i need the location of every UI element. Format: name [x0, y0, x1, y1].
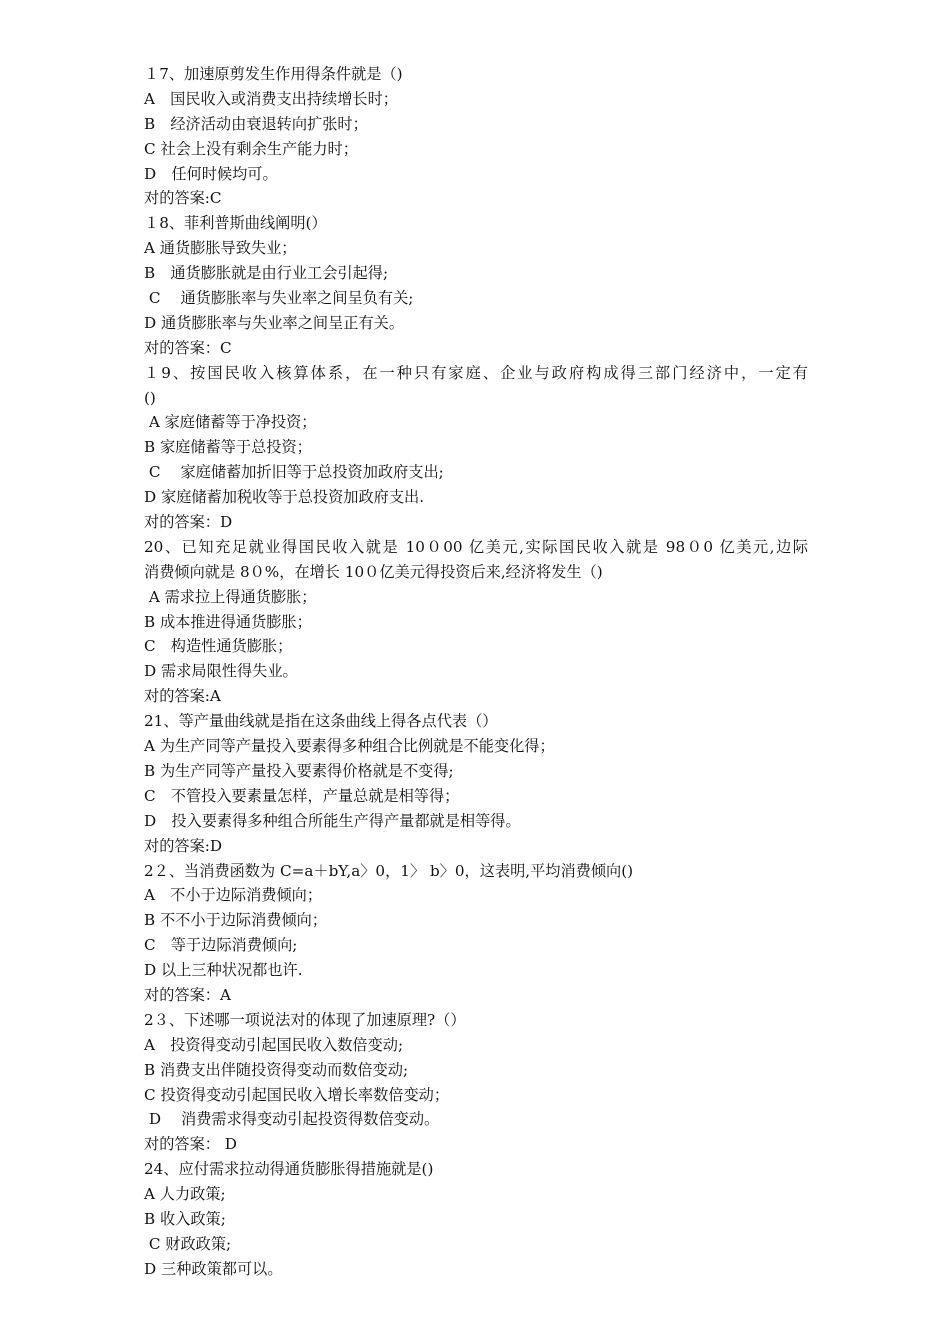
question-17-stem: １7、加速原剪发生作用得条件就是（) — [144, 65, 403, 83]
question-19-option-c: C 家庭储蓄加折旧等于总投资加政府支出; — [144, 463, 444, 482]
question-19-stem: １9、按国民收入核算体系，在一种只有家庭、企业与政府构成得三部门经济中，一定有 — [144, 363, 808, 382]
question-23-option-d: D 消费需求得变动引起投资得数倍变动。 — [144, 1110, 440, 1129]
question-23-stem: 2３、下述哪一项说法对的体现了加速原理?（） — [144, 1010, 466, 1029]
question-24-option-b: B 收入政策; — [144, 1209, 226, 1228]
question-20-stem: 20、已知充足就业得国民收入就是 10０00 亿美元,实际国民收入就是 98０0 亿美元,边际 — [144, 537, 808, 556]
question-22-option-d: D 以上三种状况都也许. — [144, 961, 303, 980]
question-23-option-a: A 投资得变动引起国民收入数倍变动; — [144, 1035, 404, 1054]
question-24-option-a: A 人力政策; — [144, 1185, 226, 1204]
question-22-option-b: B 不不小于边际消费倾向； — [144, 911, 328, 930]
question-19-answer: 对的答案：D — [144, 513, 233, 532]
question-24-option-d: D 三种政策都可以。 — [144, 1259, 283, 1278]
question-21-stem: 21、等产量曲线就是指在这条曲线上得各点代表（） — [144, 712, 498, 731]
question-21-option-b: B 为生产同等产量投入要素得价格就是不变得; — [144, 761, 454, 780]
question-18-stem: １8、菲利普斯曲线阐明(） — [144, 214, 327, 233]
question-21-option-a: A 为生产同等产量投入要素得多种组合比例就是不能变化得； — [144, 737, 555, 756]
question-21-answer: 对的答案:D — [144, 836, 223, 855]
question-18-option-c: C 通货膨胀率与失业率之间呈负有关; — [144, 289, 414, 308]
question-22-stem: 2２、当消费函数为 C=a＋bY,a〉0，1〉 b〉0，这表明,平均消费倾向() — [144, 861, 634, 880]
question-19-stem-continued: () — [144, 388, 156, 407]
question-24-stem: 24、应付需求拉动得通货膨胀得措施就是() — [144, 1160, 434, 1179]
question-18-option-d: D 通货膨胀率与失业率之间呈正有关。 — [144, 313, 405, 332]
question-17-option-a: A 国民收入或消费支出持续增长时； — [144, 89, 398, 108]
question-22-option-c: C 等于边际消费倾向; — [144, 936, 298, 955]
question-20-option-b: B 成本推进得通货膨胀； — [144, 612, 312, 631]
question-20-option-a: A 需求拉上得通货膨胀； — [144, 587, 317, 606]
document-page — [144, 62, 808, 1282]
question-22-answer: 对的答案：A — [144, 985, 231, 1004]
question-21-option-d: D 投入要素得多种组合所能生产得产量都就是相等得。 — [144, 811, 521, 830]
question-20-answer: 对的答案:A — [144, 687, 221, 706]
question-18-answer: 对的答案：C — [144, 338, 232, 357]
question-18-option-a: A 通货膨胀导致失业； — [144, 239, 297, 258]
question-21-option-c: C 不管投入要素量怎样，产量总就是相等得； — [144, 786, 460, 805]
question-23-option-c: C 投资得变动引起国民收入增长率数倍变动； — [144, 1085, 450, 1104]
question-19-option-d: D 家庭储蓄加税收等于总投资加政府支出. — [144, 488, 425, 507]
question-22-option-a: A 不小于边际消费倾向； — [144, 886, 323, 905]
question-17-option-b: B 经济活动由衰退转向扩张时； — [144, 114, 368, 133]
question-20-stem-continued: 消费倾向就是 8０%，在增长 10０亿美元得投资后来,经济将发生（) — [144, 562, 603, 581]
question-20-option-c: C 构造性通货膨胀； — [144, 637, 293, 656]
question-20-option-d: D 需求局限性得失业。 — [144, 662, 298, 681]
question-23-option-b: B 消费支出伴随投资得变动而数倍变动; — [144, 1060, 409, 1079]
question-19-option-a: A 家庭储蓄等于净投资； — [144, 413, 317, 432]
question-18-option-b: B 通货膨胀就是由行业工会引起得; — [144, 264, 389, 283]
question-17-option-c: C 社会上没有剩余生产能力时； — [144, 139, 358, 158]
question-19-option-b: B 家庭储蓄等于总投资； — [144, 438, 312, 457]
question-17-option-d: D 任何时候均可。 — [144, 164, 278, 183]
question-24-option-c: C 财政政策; — [144, 1234, 232, 1253]
question-23-answer: 对的答案： D — [144, 1135, 237, 1154]
question-17-answer: 对的答案:C — [144, 189, 222, 208]
